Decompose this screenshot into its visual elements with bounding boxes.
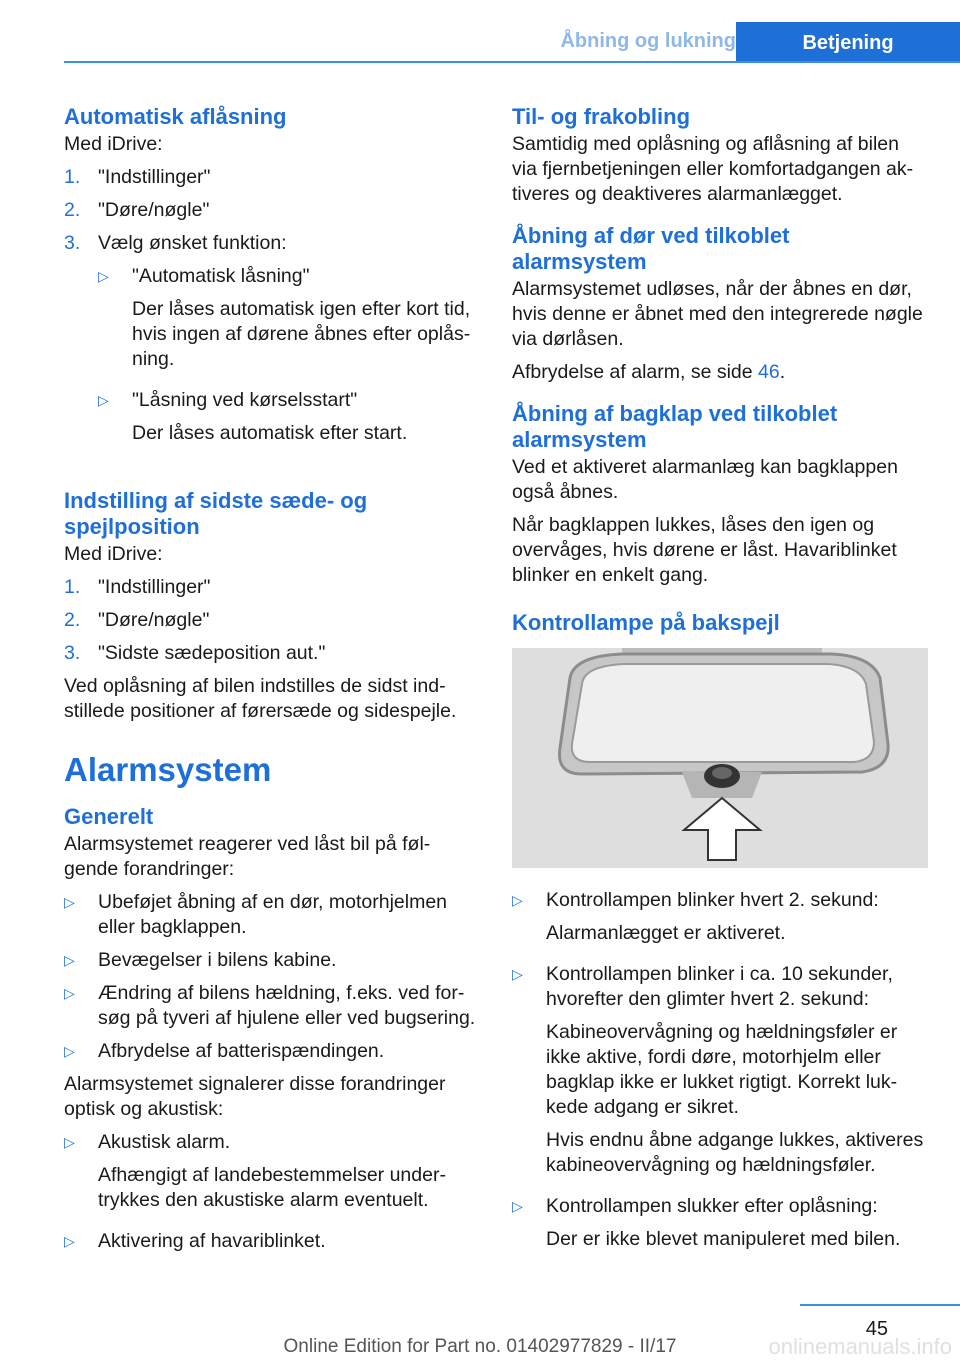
list-item: ▷ Bevægelser i bilens kabine. <box>64 949 337 971</box>
list-item: 1. "Indstillinger" <box>64 576 211 598</box>
tailgate-text-2: Når bagklappen lukkes, låses den igen og overvåges, hvis dørene er låst. Havariblinket blinker en enkelt gang. <box>512 514 897 586</box>
triangle-right-icon: ▷ <box>64 952 75 968</box>
seat-position-intro: Med iDrive: <box>64 543 163 565</box>
watermark: onlinemanuals.info <box>768 1334 952 1359</box>
auto-lock-intro: Med iDrive: <box>64 133 163 155</box>
chapter-tab[interactable]: Betjening <box>736 22 960 62</box>
seat-position-heading: Indstilling af sidste sæde- og spejlposition <box>64 488 368 539</box>
page-link[interactable]: 46 <box>758 361 780 383</box>
mirror-illustration <box>512 648 928 868</box>
right-column <box>512 100 926 1268</box>
list-item: ▷ Ubeføjet åbning af en dør, motorhjelmen eller bagklappen. <box>64 891 448 938</box>
section-title: Åbning og lukning <box>560 30 736 52</box>
general-intro: Alarmsystemet reagerer ved låst bil på føl-gende forandringer: <box>64 833 431 880</box>
seat-position-steps <box>64 575 478 666</box>
page-header <box>0 0 960 62</box>
list-item: 3. Vælg ønsket funktion: <box>64 232 287 254</box>
list-item: 1. "Indstillinger" <box>64 166 211 188</box>
alarm-stop-text: Afbrydelse af alarm, se side 46. <box>512 361 786 383</box>
tailgate-text-1: Ved et aktiveret alarmanlæg kan bagklappen også åbnes. <box>512 456 898 503</box>
list-item: ▷ Kontrollampen blinker hvert 2. sekund: Alarmanlægget er aktiveret. <box>512 888 926 954</box>
list-item: ▷ "Automatisk låsning" Der låses automatisk igen efter kort tid, hvis ingen af dørene åbnes efter oplås-ning. <box>98 264 478 380</box>
list-item: ▷ Akustisk alarm. Afhængigt af landebestemmelser under-trykkes den akustiske alarm eventuelt. <box>64 1130 478 1221</box>
auto-lock-heading: Automatisk aflåsning <box>64 104 287 129</box>
step-number: 2. <box>64 609 81 631</box>
door-text: Alarmsystemet udløses, når der åbnes en dør, hvis denne er åbnet med den integrerede nøgle via dørlåsen. <box>512 278 923 350</box>
toggle-heading: Til- og frakobling <box>512 104 691 129</box>
triangle-right-icon: ▷ <box>98 392 109 408</box>
auto-lock-options <box>64 264 478 454</box>
step-number: 3. <box>64 642 81 664</box>
lamp-heading: Kontrollampe på bakspejl <box>512 610 780 635</box>
auto-lock-steps <box>64 165 478 256</box>
triangle-right-icon: ▷ <box>64 1134 75 1150</box>
triangle-right-icon: ▷ <box>64 894 75 910</box>
list-item: ▷ Kontrollampen blinker i ca. 10 sekunder, hvorefter den glimter hvert 2. sekund: Kabineovervågning og hældningsføler er ikke aktive, fordi døre, motorhjelm eller bagklap ikke er lukket rigtigt. Korrekt luk-kede adgang er sikret. Hvis endnu åbne adgange lukkes, aktiveres kabineovervågning og hældningsføler. <box>512 962 926 1186</box>
list-item: ▷ Aktivering af havariblinket. <box>64 1230 326 1252</box>
triangle-right-icon: ▷ <box>64 985 75 1001</box>
step-number: 2. <box>64 199 81 221</box>
footer-rule <box>800 1304 960 1306</box>
page-number: 45 <box>865 1318 888 1340</box>
triangle-right-icon: ▷ <box>64 1043 75 1059</box>
alarm-signals-list <box>64 1130 478 1254</box>
list-item: 2. "Døre/nøgle" <box>64 199 210 221</box>
door-heading: Åbning af dør ved tilkoblet alarmsystem <box>512 223 790 274</box>
signals-intro: Alarmsystemet signalerer disse forandringer optisk og akustisk: <box>64 1073 446 1120</box>
tailgate-heading: Åbning af bagklap ved tilkoblet alarmsystem <box>512 401 838 452</box>
list-item: ▷ Kontrollampen slukker efter oplåsning: Der er ikke blevet manipuleret med bilen. <box>512 1194 926 1260</box>
list-item: ▷ "Låsning ved kørselsstart" Der låses automatisk efter start. <box>98 388 478 454</box>
mirror-image <box>512 648 928 868</box>
seat-position-note: Ved oplåsning af bilen indstilles de sidst ind-stillede positioner af førersæde og sidespejle. <box>64 675 457 722</box>
list-item: 3. "Sidste sædeposition aut." <box>64 642 326 664</box>
list-item: ▷ Ændring af bilens hældning, f.eks. ved for-søg på tyveri af hjulene eller ved bugsering. <box>64 982 476 1029</box>
lamp-states-list <box>512 888 926 1260</box>
triangle-right-icon: ▷ <box>512 1198 523 1214</box>
toggle-text: Samtidig med oplåsning og aflåsning af bilen via fjernbetjeningen eller komfortadgangen ak-tiveres og deaktiveres alarmanlægget. <box>512 133 914 205</box>
alarm-system-heading: Alarmsystem <box>64 751 272 788</box>
list-item: 2. "Døre/nøgle" <box>64 609 210 631</box>
header-rule <box>64 61 960 63</box>
triangle-right-icon: ▷ <box>98 268 109 284</box>
list-item: ▷ Afbrydelse af batterispændingen. <box>64 1040 385 1062</box>
left-column <box>64 100 478 1262</box>
step-number: 1. <box>64 576 81 598</box>
alarm-changes-list <box>64 890 478 1064</box>
step-number: 3. <box>64 232 81 254</box>
edition-text: Online Edition for Part no. 01402977829 - II/17 <box>283 1336 677 1357</box>
triangle-right-icon: ▷ <box>512 966 523 982</box>
triangle-right-icon: ▷ <box>512 892 523 908</box>
triangle-right-icon: ▷ <box>64 1233 75 1249</box>
general-heading: Generelt <box>64 804 154 829</box>
step-number: 1. <box>64 166 81 188</box>
